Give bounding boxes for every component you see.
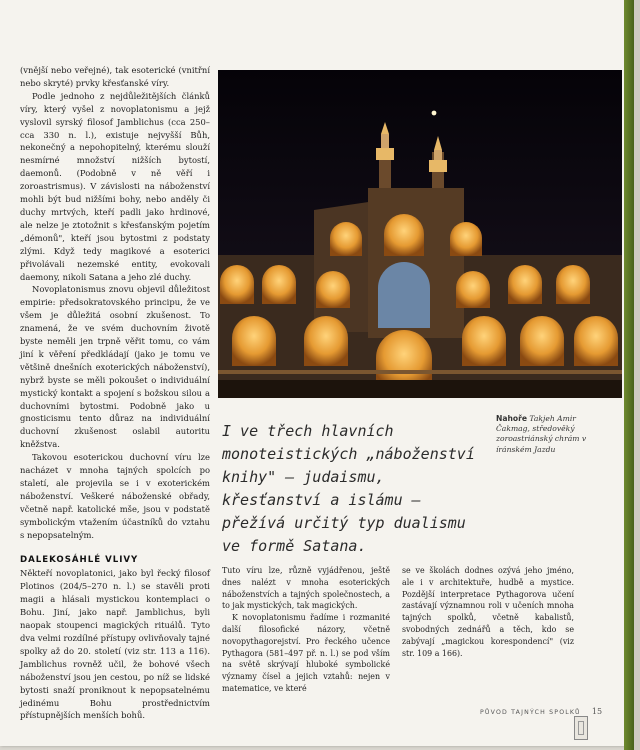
paragraph: Takovou esoterickou duchovní víru lze nacházet v mnoha tajných spolcích po staletí, ale projevila se i v exoterickém náboženství. Veškeré náboženské obřady, včetně např. katolické mše, jsou v podstatě symbolickým vtažením účastníků do vztahu s nepopsatelným. xyxy=(20,452,210,540)
caption-title: Nahoře xyxy=(496,414,527,423)
page-edge xyxy=(634,0,640,750)
page-number: 15 xyxy=(591,707,603,716)
paragraph: Tuto víru lze, různě vyjádřenou, ještě dnes nalézt v mnoha esoterických náboženstvích a tajných společnostech, a to jak mystických, tak magických. xyxy=(222,566,390,611)
temple-illustration xyxy=(218,70,622,398)
text-column-middle xyxy=(222,565,390,695)
photo-caption xyxy=(496,414,608,455)
paragraph: se ve školách dodnes ozývá jeho jméno, ale i v architektuře, hudbě a mystice. Pozdější interpretace Pythagorova učení zastávají významnou roli v učeních mnoha tajných spolků, včetně kabalistů, svobodných zednářů a těch, kdo se zabývají „magickou korespondencí" (viz str. 109 a 166). xyxy=(402,566,574,658)
book-spine xyxy=(624,0,634,750)
paragraph: Podle jednoho z nejdůležitějších článků víry, který vyšel z novoplatonismu a jejž vyslovil syrský filosof Jamblichus (cca 250–cca 330 n. l.), existuje nejvyšší Bůh, nekonečný a nepohopitelný, kterému slouží nesmírné množství nižších bytostí, daemonů. (Podobně v ně věří i zoroastrismus). V závislosti na náboženství mohli být bud nižšími bohy, nebo anděly či duchy mrtvých, kteří padli jako hrdinové, ale nelze je ztotožnit s křesťanským pojetím „démonů", kteří jsou bytostmi z podstaty zlými. Když tedy magikové a esoterici přivolávali nezemské entity, evokovali daemony, nikoli Satana a jeho zlé duchy. xyxy=(20,90,210,282)
caption-text: Takjeh Amir Čakmag, středověký zoroastriánský chrám v íránském Jazdu xyxy=(496,414,587,454)
paragraph: Novoplatonismus znovu objevil důležitost empirie: předsokratovského principu, že ve všem je důležitá osobní zkušenost. To znamená, že ve svém duchovním životě byste neměli jen trpně věřit tomu, co vám jiní k věření předkládají (jako je tomu ve většině dnešních exoterických náboženství), nybrž byste se měli pokoušet o individuální mystický kontakt a spojení s božskou silou a duchovními bytostmi. Podobně jako u gnosticismu tento důraz na individuální duchovní zkušenost oslabil autoritu kněžstva. xyxy=(20,284,210,450)
text-column-left xyxy=(20,64,210,722)
paragraph: (vnější nebo veřejné), tak esoterické (vnitřní nebo skryté) prvky křesťanské víry. xyxy=(20,65,210,88)
temple-photo xyxy=(218,70,622,398)
moon-dot xyxy=(432,111,437,116)
section-heading: DALEKOSÁHLÉ VLIVY xyxy=(20,554,139,565)
pull-quote: I ve třech hlavních monoteistických „náboženství knihy" – judaismu, křesťanství a islámu – přežívá určitý typ dualismu ve formě Satana. xyxy=(222,422,475,555)
text-column-right xyxy=(402,565,574,659)
paragraph: Někteří novoplatonici, jako byl řecký filosof Plotinos (204/5–270 n. l.) se stavěli proti magii a hlásali mystickou kontemplaci o Bohu. Jiní, jako např. Jamblichus, byli naopak stoupenci magických rituálů. Tyto dva velmi rozdílné přístupy ovlivňovaly tajné spolky až do 20. století (viz str. 113 a 116). Jamblichus rovněž učil, že bohové všech náboženství jsou jen cestou, po níž se lidské bytosti snaží proniknout k nepopsatelnému jedinému Bohu prostřednictvím přístupnějších menších bohů. xyxy=(20,568,210,721)
footer-ornament-icon xyxy=(574,716,588,740)
paragraph: K novoplatonismu řadíme i rozmanité další filosofické názory, včetně novopythagorejství. Pro řeckého učence Pythagora (581–497 př. n. l.) se pod vším na světě skrývají hluboké symbolické významy čísel a jejich vztahů: nejen v matematice, ve které xyxy=(222,613,390,693)
page-footer xyxy=(480,707,620,716)
running-title: PŮVOD TAJNÝCH SPOLKŮ xyxy=(480,709,581,716)
